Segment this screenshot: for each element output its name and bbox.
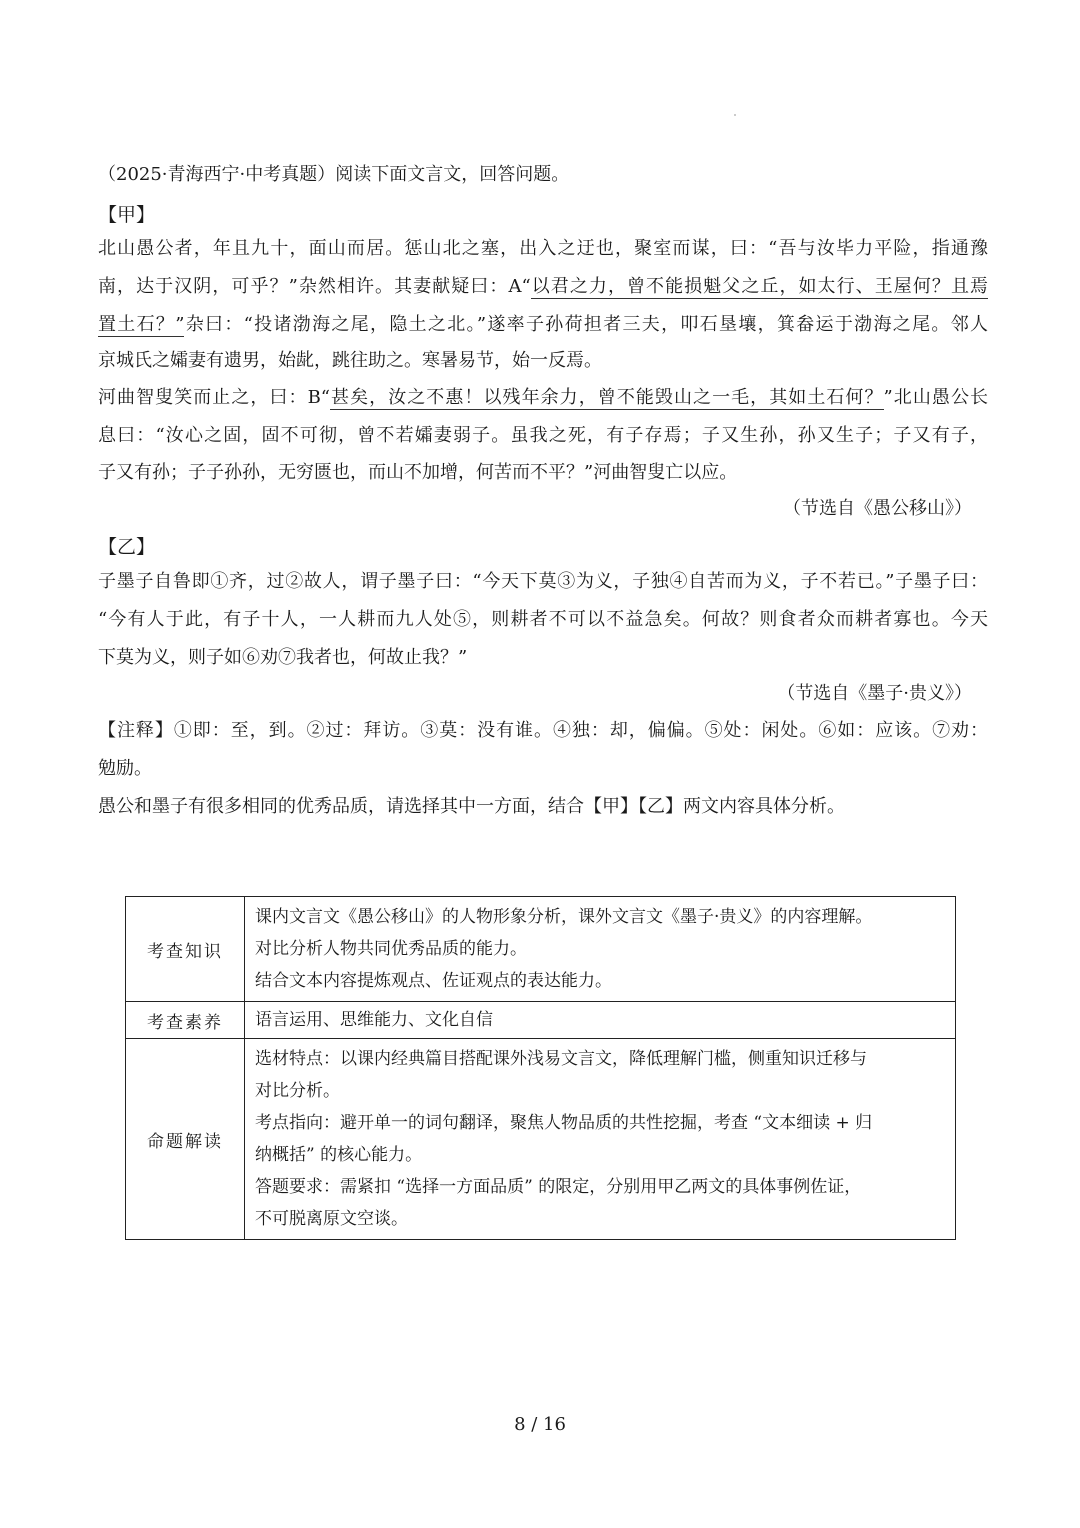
sentence-a-underlined-end: 置土石？” [98, 314, 185, 335]
jia-line-5-text: 河曲智叟笑而止之，曰：B“ [98, 387, 330, 408]
row-line: 纳概括” 的核心能力。 [255, 1145, 423, 1165]
sentence-b-underlined: 甚矣，汝之不惠！以残年余力，曾不能毁山之一毛，其如土石何？ [330, 387, 884, 408]
jia-line-7: 子又有孙；子子孙孙，无穷匮也，而山不加增，何苦而不平？”河曲智叟亡以应。 [98, 462, 738, 483]
jia-line-6: 息曰：“汝心之固，固不可彻，曾不若孀妻弱子。虽我之死，有子存焉；子又生孙，孙又生子；子又有子， [98, 425, 988, 446]
jia-line-3 [98, 313, 988, 337]
row-line: 不可脱离原文空谈。 [255, 1209, 408, 1229]
row-line: 课内文言文《愚公移山》的人物形象分析，课外文言文《墨子·贵义》的内容理解。 [255, 907, 873, 927]
jia-line-2 [98, 275, 988, 299]
yi-line-1: 子墨子自鲁即①齐，过②故人，谓子墨子曰：“今天下莫③为义，子独④自苦而为义，子不若已。”子墨子曰： [98, 571, 988, 592]
section-jia-label: 【甲】 [98, 204, 156, 226]
section-yi-label: 【乙】 [98, 536, 156, 558]
table-row [126, 1002, 956, 1039]
notes-line-2: 勉励。 [98, 758, 152, 779]
yi-line-3: 下莫为义，则子如⑥劝⑦我者也，何故止我？” [98, 647, 468, 668]
analysis-table [125, 896, 956, 1240]
row-line: 答题要求：需紧扣 “选择一方面品质” 的限定，分别用甲乙两文的具体事例佐证， [255, 1177, 862, 1197]
jia-line-4: 京城氏之孀妻有遗男，始龀，跳往助之。寒暑易节，始一反焉。 [98, 350, 602, 371]
jia-line-3-text: 杂曰：“投诸渤海之尾，隐土之北。”遂率子孙荷担者三夫，叩石垦壤，箕畚运于渤海之尾。邻人 [184, 314, 989, 335]
notes-line-1: 【注释】①即：至，到。②过：拜访。③莫：没有谁。④独：却，偏偏。⑤处：闲处。⑥如：应该。⑦劝： [98, 720, 988, 741]
jia-line-2-text: 南，达于汉阴，可乎？”杂然相许。其妻献疑曰：A“ [98, 276, 531, 297]
row-label: 考查知识 [126, 897, 245, 1002]
row-line: 考点指向：避开单一的词句翻译，聚焦人物品质的共性挖掘，考查 “文本细读 + 归 [255, 1113, 873, 1133]
row-content [245, 1002, 956, 1039]
jia-line-5-tail: ”北山愚公长 [883, 387, 989, 408]
yi-source: （节选自《墨子·贵义》） [777, 683, 972, 704]
scan-speck [734, 114, 736, 116]
row-line: 结合文本内容提炼观点、佐证观点的表达能力。 [255, 971, 612, 991]
row-line: 对比分析人物共同优秀品质的能力。 [255, 939, 527, 959]
row-line: 选材特点：以课内经典篇目搭配课外浅易文言文，降低理解门槛，侧重知识迁移与 [255, 1049, 867, 1069]
jia-line-5 [98, 386, 988, 410]
question-prompt: 愚公和墨子有很多相同的优秀品质，请选择其中一方面，结合【甲】【乙】两文内容具体分析。 [98, 796, 845, 817]
row-content [245, 1039, 956, 1240]
page-number: 8 / 16 [514, 1414, 566, 1435]
row-line: 语言运用、思维能力、文化自信 [255, 1010, 493, 1030]
jia-source: （节选自《愚公移山》） [783, 498, 972, 519]
table-row [126, 1039, 956, 1240]
question-intro: （2025·青海西宁·中考真题）阅读下面文言文，回答问题。 [98, 164, 570, 185]
row-line: 对比分析。 [255, 1081, 340, 1101]
yi-line-2: “今有人于此，有子十人，一人耕而九人处⑤，则耕者不可以不益急矣。何故？则食者众而耕者寡也。今天 [98, 609, 988, 630]
sentence-a-underlined: 以君之力，曾不能损魁父之丘，如太行、王屋何？且焉 [530, 276, 989, 297]
row-label: 考查素养 [126, 1002, 245, 1039]
row-content [245, 897, 956, 1002]
jia-line-1: 北山愚公者，年且九十，面山而居。惩山北之塞，出入之迂也，聚室而谋，曰：“吾与汝毕力平险，指通豫 [98, 238, 988, 259]
row-label: 命题解读 [126, 1039, 245, 1240]
table-row [126, 897, 956, 1002]
